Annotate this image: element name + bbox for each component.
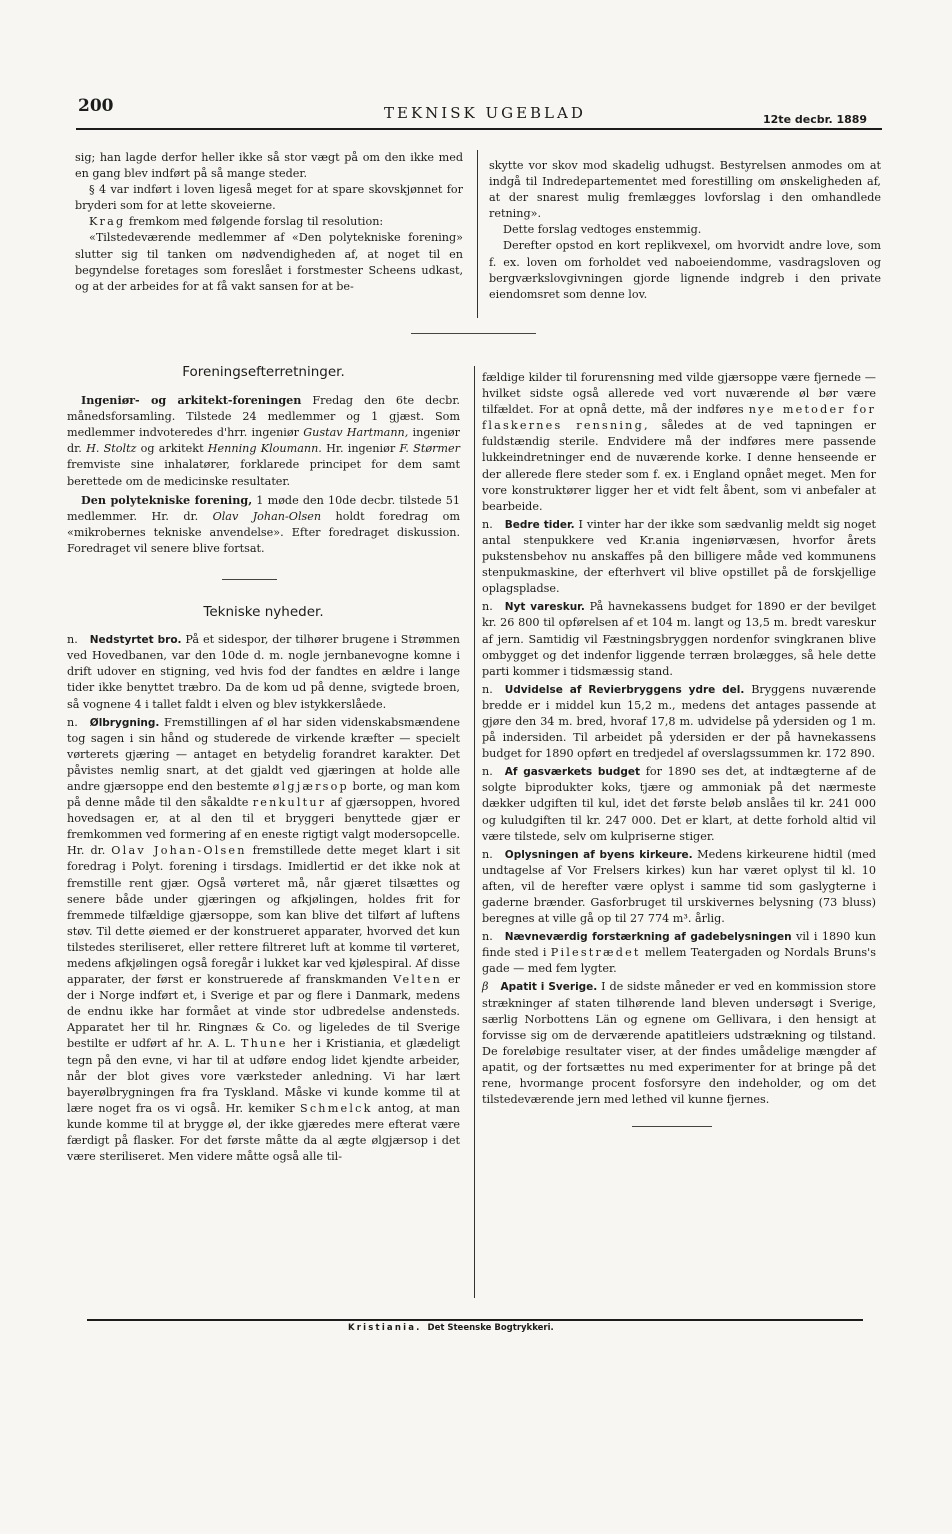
news-item — [67, 492, 460, 557]
item-text: Medens kirkeurene hidtil (med undtagelse af Vor Frelsers kirkes) kun har været oplyst til kl. 10 aften, vil de herefter være oplyst i samme tid som gaslygterne i gaderne brænder. Gasforbruget til urskivernes belysning (73 bluss) beregnes at ville gå op til 27 774 m³. årlig. — [482, 847, 876, 926]
item-text: Bryggens nuværende bredde er i middel kun 15,2 m., medens det antages passende at gjøre den 34 m. bred, hvoraf 17,8 m. udvidelse på ydersiden og 1 m. på indersiden. Til arbeidet på ydersiden er der på havnekassens budget for 1890 opført en tredjedel af overslagssummen kr. 172 890. — [482, 682, 876, 761]
item-text: således at de ved tapningen er fuldstændig sterile. Endvidere må der indføres mere passende lukkeindretninger end de nuværende korke. I denne henseende er der allerede flere steder som f. ex. i England opnået meget. Men for vore konstruktører ligger her et vidt felt åbent, som vi anbefaler at bearbeide. — [482, 419, 877, 513]
item-text: mellem Teatergaden og Nordals Bruns's gade — med fem lygter. — [482, 946, 876, 976]
news-item-udvidelse — [482, 682, 876, 762]
person-name: Gustav Hartmann, — [303, 426, 409, 440]
section-heading-tekniske-nyheder: Tekniske nyheder. — [203, 604, 324, 621]
person-name: H. Stoltz — [86, 442, 137, 456]
item-text: Fredag den 6te decbr. månedsforsamling. Tilstede 24 medlemmer og 1 gjæst. Som medlemmer indvoteredes d'hrr. ingeniør — [67, 394, 460, 440]
item-text: 1 møde den 10de decbr. tilstede 51 medlemmer. Hr. dr. — [67, 493, 460, 523]
column-divider — [474, 366, 475, 1298]
item-marker: n. — [482, 682, 493, 696]
item-text: antog, at man kunde komme til at brygge øl, der ikke gjæredes mere efterat være færdigt på flasker. For det første måtte da al ægte ølgjærsop i det være steriliseret. Men videre måtte også alle til- — [67, 1101, 460, 1164]
news-item — [67, 392, 460, 490]
paragraph: Derefter opstod en kort replikvexel, om hvorvidt andre love, som f. ex. loven om forholdet ved naboeiendomme, vasdragsloven og bergværkslovgivningen gjorde lignende indgreb i den private eiendomsret som denne lov. — [489, 239, 881, 301]
item-lead: Ølbrygning. — [89, 716, 160, 729]
item-marker: n. — [482, 930, 493, 944]
item-text: fældige kilder til forurensning med vilde gjærsoppe være fjernede — hvilket sidste også allerede ved vort nuværende øl bør være tilfældet. For at opnå dette, må der indføres — [482, 371, 876, 417]
item-marker: β — [482, 980, 489, 994]
item-text: borte, og man kom på denne måde til den såkaldte — [67, 779, 460, 810]
section-separator — [411, 333, 536, 334]
item-text: I vinter har der ikke som sædvanlig meldt sig noget antal stenpukkere ved Kr.ania ingeniørvæsen, hvorfor årets pukstensbehov nu anskaffes på den billigere måde ved kommunens stenpukmaskine, der efterhvert vil blive opstillet på de forskjellige oplagspladse. — [482, 517, 876, 596]
item-marker: n. — [482, 600, 493, 614]
news-item-apatit — [482, 979, 876, 1108]
imprint-printer: Det Steenske Bogtrykkeri. — [427, 1323, 554, 1333]
item-lead: Ingeniør- og arkitekt-foreningen — [81, 393, 302, 408]
spaced-term: Schmelck — [299, 1101, 373, 1115]
item-text: Fremstillingen af øl har siden videnskabsmændene tog sagen i sin hånd og studerede de virkende kræfter — specielt vørterets gjæring — antaget en betydelig forandret karakter. Det påvistes nemlig snart, at det gjaldt ved gjæringen at holde alle andre gjærsoppe end den bestemte — [67, 715, 460, 793]
news-item-nyt-vareskur — [482, 599, 876, 679]
imprint — [348, 1323, 554, 1333]
person-name: Henning Kloumann. — [207, 442, 322, 456]
paragraph: skytte vor skov mod skadelig udhugst. Bestyrelsen anmodes om at indgå til Indredepartementet med forestilling om ønskeligheden af, at der snarest mulig fremlægges lovforslag i den omhandlede retning». — [489, 159, 881, 221]
spaced-term: Thune — [240, 1037, 288, 1051]
imprint-city: Kristiania. — [348, 1323, 422, 1333]
person-name: F. Størmer — [399, 442, 461, 456]
paragraph — [75, 214, 463, 230]
paragraph: Dette forslag vedtoges enstemmig. — [503, 223, 702, 237]
paragraph: «Tilstedeværende medlemmer af «Den polytekniske forening» slutter sig til tanken om nødvendigheden af, at noget til en begyndelse foretages som foreslået i forstmester Scheens udkast, og at der arbeides for at få vakt sansen for at be- — [75, 231, 463, 293]
item-lead: Apatit i Sverige. — [500, 981, 598, 994]
paragraph-text: fremkom med følgende forslag til resolution: — [125, 215, 384, 229]
item-text: fremstillede dette meget klart i sit foredrag i Polyt. forening i tirsdags. Imidlertid er det ikke nok at fremstille rent gjær. Også vørteret må, når gjæret tilsættes og senere både under gjæringen og afkjølingen, holdes frit for fremmede tilfældige gjærsoppe, som kan blive det tilført af luftens støv. Til dette øiemed er der konstrueret apparater, hvorved det kun tilstedes steriliseret, eller rettere filtreret luft at komme til vørteret, medens afkjølingen også foregår i lukket kar ved kjølespiral. Af disse apparater, der først er konstruerede af franskmanden — [67, 844, 460, 987]
item-text: ingeniør dr. — [67, 426, 460, 456]
section-heading-foreningsefterretninger: Foreningsefterretninger. — [182, 364, 345, 380]
spaced-term: Olav Johan-Olsen — [111, 844, 247, 858]
news-item-nedstyrtet-bro — [67, 632, 460, 712]
item-lead: Nyt vareskur. — [504, 601, 585, 614]
item-text: af gjærsoppen, hvored hovedsagen er, at al den til et bryggeri benyttede gjær er fremkommen ved formering af en eneste rigtigt valgt modersopcelle. Hr. dr. — [67, 796, 460, 858]
item-text: og arkitekt — [136, 442, 208, 456]
item-lead: Bedre tider. — [504, 518, 575, 531]
spaced-term: Velten — [393, 973, 442, 987]
item-text: Hr. ingeniør — [321, 442, 400, 456]
end-separator — [632, 1126, 712, 1127]
item-marker: n. — [482, 517, 493, 531]
item-text: I de sidste måneder er ved en kommission store strækninger af staten tilhørende land bleven undersøgt i Sverige, særlig Norbottens Län og egnene om Gellivara, i den hensigt at forvisse sig om de derværende apatitleiers udstrækning og tilstand. De foreløbige resultater viser, at der findes umådelige mængder af apatit, og der fortsættes nu med experimenter for at bringe på det rene, hvormange procent fosforsyre den indeholder, og om det tilstedeværende jern med lethed vil kunne fjernes. — [482, 980, 876, 1107]
item-lead: Nedstyrtet bro. — [89, 634, 182, 647]
spaced-term: renkultur — [252, 796, 327, 810]
top-right-column — [489, 158, 881, 303]
item-marker: n. — [67, 633, 78, 647]
page-number: 200 — [78, 96, 114, 116]
news-item-gasvaerket — [482, 764, 876, 844]
item-marker: n. — [482, 765, 493, 779]
item-text: fremviste sine inhalatører, forklarede principet for dem samt berettede om de medicinske resultater. — [67, 458, 460, 488]
item-text: er der i Norge indført et, i Sverige et par og flere i Danmark, medens de endnu ikke har formået at vinde stor udbredelse andensteds. Apparatet her til hr. Ringnæs & Co. og ligeledes de til Sverige bestilte er udført af hr. A. L. — [67, 973, 460, 1051]
top-left-column — [75, 150, 463, 295]
item-text: her i Kristiania, et glædeligt tegn på den evne, vi har til at udføre endog lidet kjendte arbeider, når der blot gives vore værksteder anledning. Vi har lært bayerølbrygningen fra fra Tyskland. Måske vi kunde komme til at lære noget fra os vi også. Hr. kemiker — [67, 1037, 460, 1115]
spaced-term: ølgjærsop — [272, 779, 349, 793]
item-marker: n. — [482, 847, 493, 861]
header-rule — [76, 128, 882, 130]
news-item-bedre-tider — [482, 517, 876, 597]
issue-date: 12te decbr. 1889 — [763, 113, 868, 126]
footer-rule — [87, 1319, 863, 1321]
item-text: holdt foredrag om «mikrobernes tekniske anvendelse». Efter foredraget diskussion. Foredraget vil senere blive fortsat. — [67, 509, 461, 555]
news-item-naevnevaerdig — [482, 929, 876, 977]
news-item-olbrygning — [67, 715, 460, 1166]
item-marker: n. — [67, 715, 78, 729]
journal-title: TEKNISK UGEBLAD — [384, 104, 586, 122]
person-name: Olav Johan-Olsen — [212, 509, 322, 523]
paragraph: § 4 var indført i loven ligeså meget for at spare skovskjønnet for bryderi som for at lette skoveierne. — [75, 183, 463, 213]
item-lead: Nævneværdig forstærkning af gadebelysningen — [504, 931, 792, 944]
news-item-oplysningen — [482, 847, 876, 927]
spaced-term: Pilestrædet — [550, 946, 641, 960]
item-lead: Af gasværkets budget — [504, 766, 641, 779]
bottom-left-column — [67, 364, 460, 1165]
spaced-term: nye metoder for flaskernes rensning, — [482, 403, 876, 433]
bottom-right-column — [482, 370, 876, 1127]
item-lead: Udvidelse af Revierbryggens ydre del. — [504, 683, 745, 696]
news-item-olbrygning-continued — [482, 370, 876, 515]
item-text: På havnekassens budget for 1890 er der bevilget kr. 26 800 til opførelsen af et 104 m. langt og 13,5 m. bredt vareskur af jern. Samtidig vil Fæstningsbryggen nordenfor svingkranen blive ombygget og det indenfor liggende terræn brolægges, så hele dette parti kommer i tidsmæssig stand. — [482, 600, 876, 678]
column-divider — [477, 150, 478, 318]
item-text: for 1890 ses det, at indtægterne af de solgte biprodukter koks, tjære og ammoniak på det nærmeste dækker udgiften til kul, idet det første beløb anslåes til kr. 241 000 og kuludgiften til kr. 247 000. Det er klart, at dette forhold altid vil være tilstede, selv om kulpriserne stiger. — [482, 765, 877, 843]
paragraph: sig; han lagde derfor heller ikke så stor vægt på om den ikke med en gang blev indført på så mange steder. — [75, 151, 463, 181]
item-lead: Den polytekniske forening, — [81, 492, 253, 507]
section-separator — [222, 579, 277, 580]
item-lead: Oplysningen af byens kirkeure. — [504, 848, 693, 861]
speaker-name: Krag — [89, 215, 126, 229]
item-text: På et sidespor, der tilhører brugene i Strømmen ved Hovedbanen, var den 10de d. m. nogle jernbanevogne komne i drift udover en stigning, ved hvis fod der fandtes en ældre i lange tider ikke benyttet træbro. Da de kom ud på denne, svigtede broen, så vognene 4 i tallet faldt i elven og blev istykkerslåede. — [67, 633, 461, 711]
item-text: vil i 1890 kun finde sted i — [482, 930, 876, 960]
